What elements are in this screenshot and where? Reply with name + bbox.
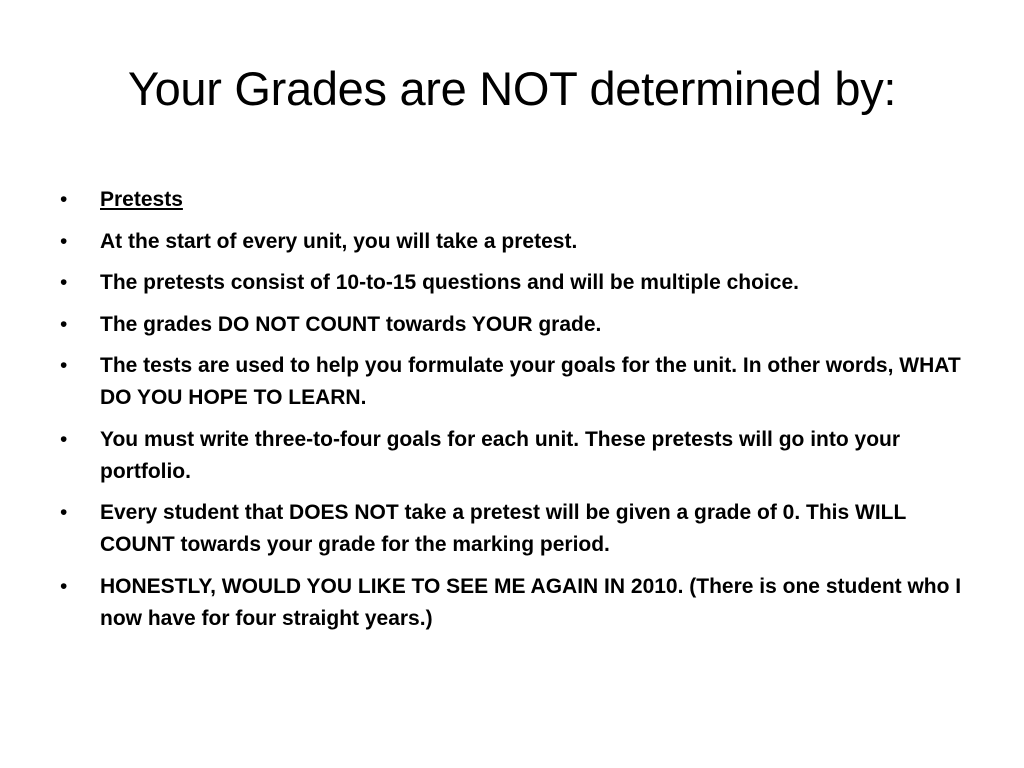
bullet-text: The grades DO NOT COUNT towards YOUR grade. bbox=[100, 312, 602, 336]
bullet-dot-icon: • bbox=[60, 427, 68, 451]
bullet-dot-icon: • bbox=[60, 574, 68, 598]
bullet-dot-icon: • bbox=[60, 188, 68, 211]
bullet-text: At the start of every unit, you will take a pretest. bbox=[100, 229, 578, 253]
bullet-dot-icon: • bbox=[60, 501, 68, 524]
bullet-dot-icon: • bbox=[60, 271, 68, 294]
bullet-item bbox=[60, 226, 965, 258]
slide-title: Your Grades are NOT determined by: bbox=[127, 62, 897, 115]
bullet-text: Pretests bbox=[100, 188, 183, 211]
bullet-item bbox=[60, 184, 965, 216]
bullet-dot-icon: • bbox=[60, 229, 68, 253]
bullet-list bbox=[60, 184, 965, 644]
bullet-text: Every student that DOES NOT take a pretest will be given a grade of 0. This WILL COUNT towards your grade for the marking period. bbox=[100, 501, 906, 556]
bullet-dot-icon: • bbox=[60, 312, 68, 336]
bullet-item bbox=[60, 267, 965, 299]
bullet-item bbox=[60, 309, 965, 341]
bullet-text: You must write three-to-four goals for each unit. These pretests will go into your portfolio. bbox=[100, 427, 901, 483]
bullet-text: HONESTLY, WOULD YOU LIKE TO SEE ME AGAIN IN 2010. (There is one student who I now have for four straight years.) bbox=[100, 574, 962, 630]
bullet-text: The tests are used to help you formulate your goals for the unit. In other words, WHAT DO YOU HOPE TO LEARN. bbox=[100, 354, 961, 409]
bullet-item bbox=[60, 424, 965, 488]
bullet-dot-icon: • bbox=[60, 354, 68, 377]
bullet-item bbox=[60, 497, 965, 561]
bullet-text: The pretests consist of 10-to-15 questions and will be multiple choice. bbox=[100, 271, 799, 294]
bullet-item bbox=[60, 571, 965, 635]
bullet-item bbox=[60, 350, 965, 414]
